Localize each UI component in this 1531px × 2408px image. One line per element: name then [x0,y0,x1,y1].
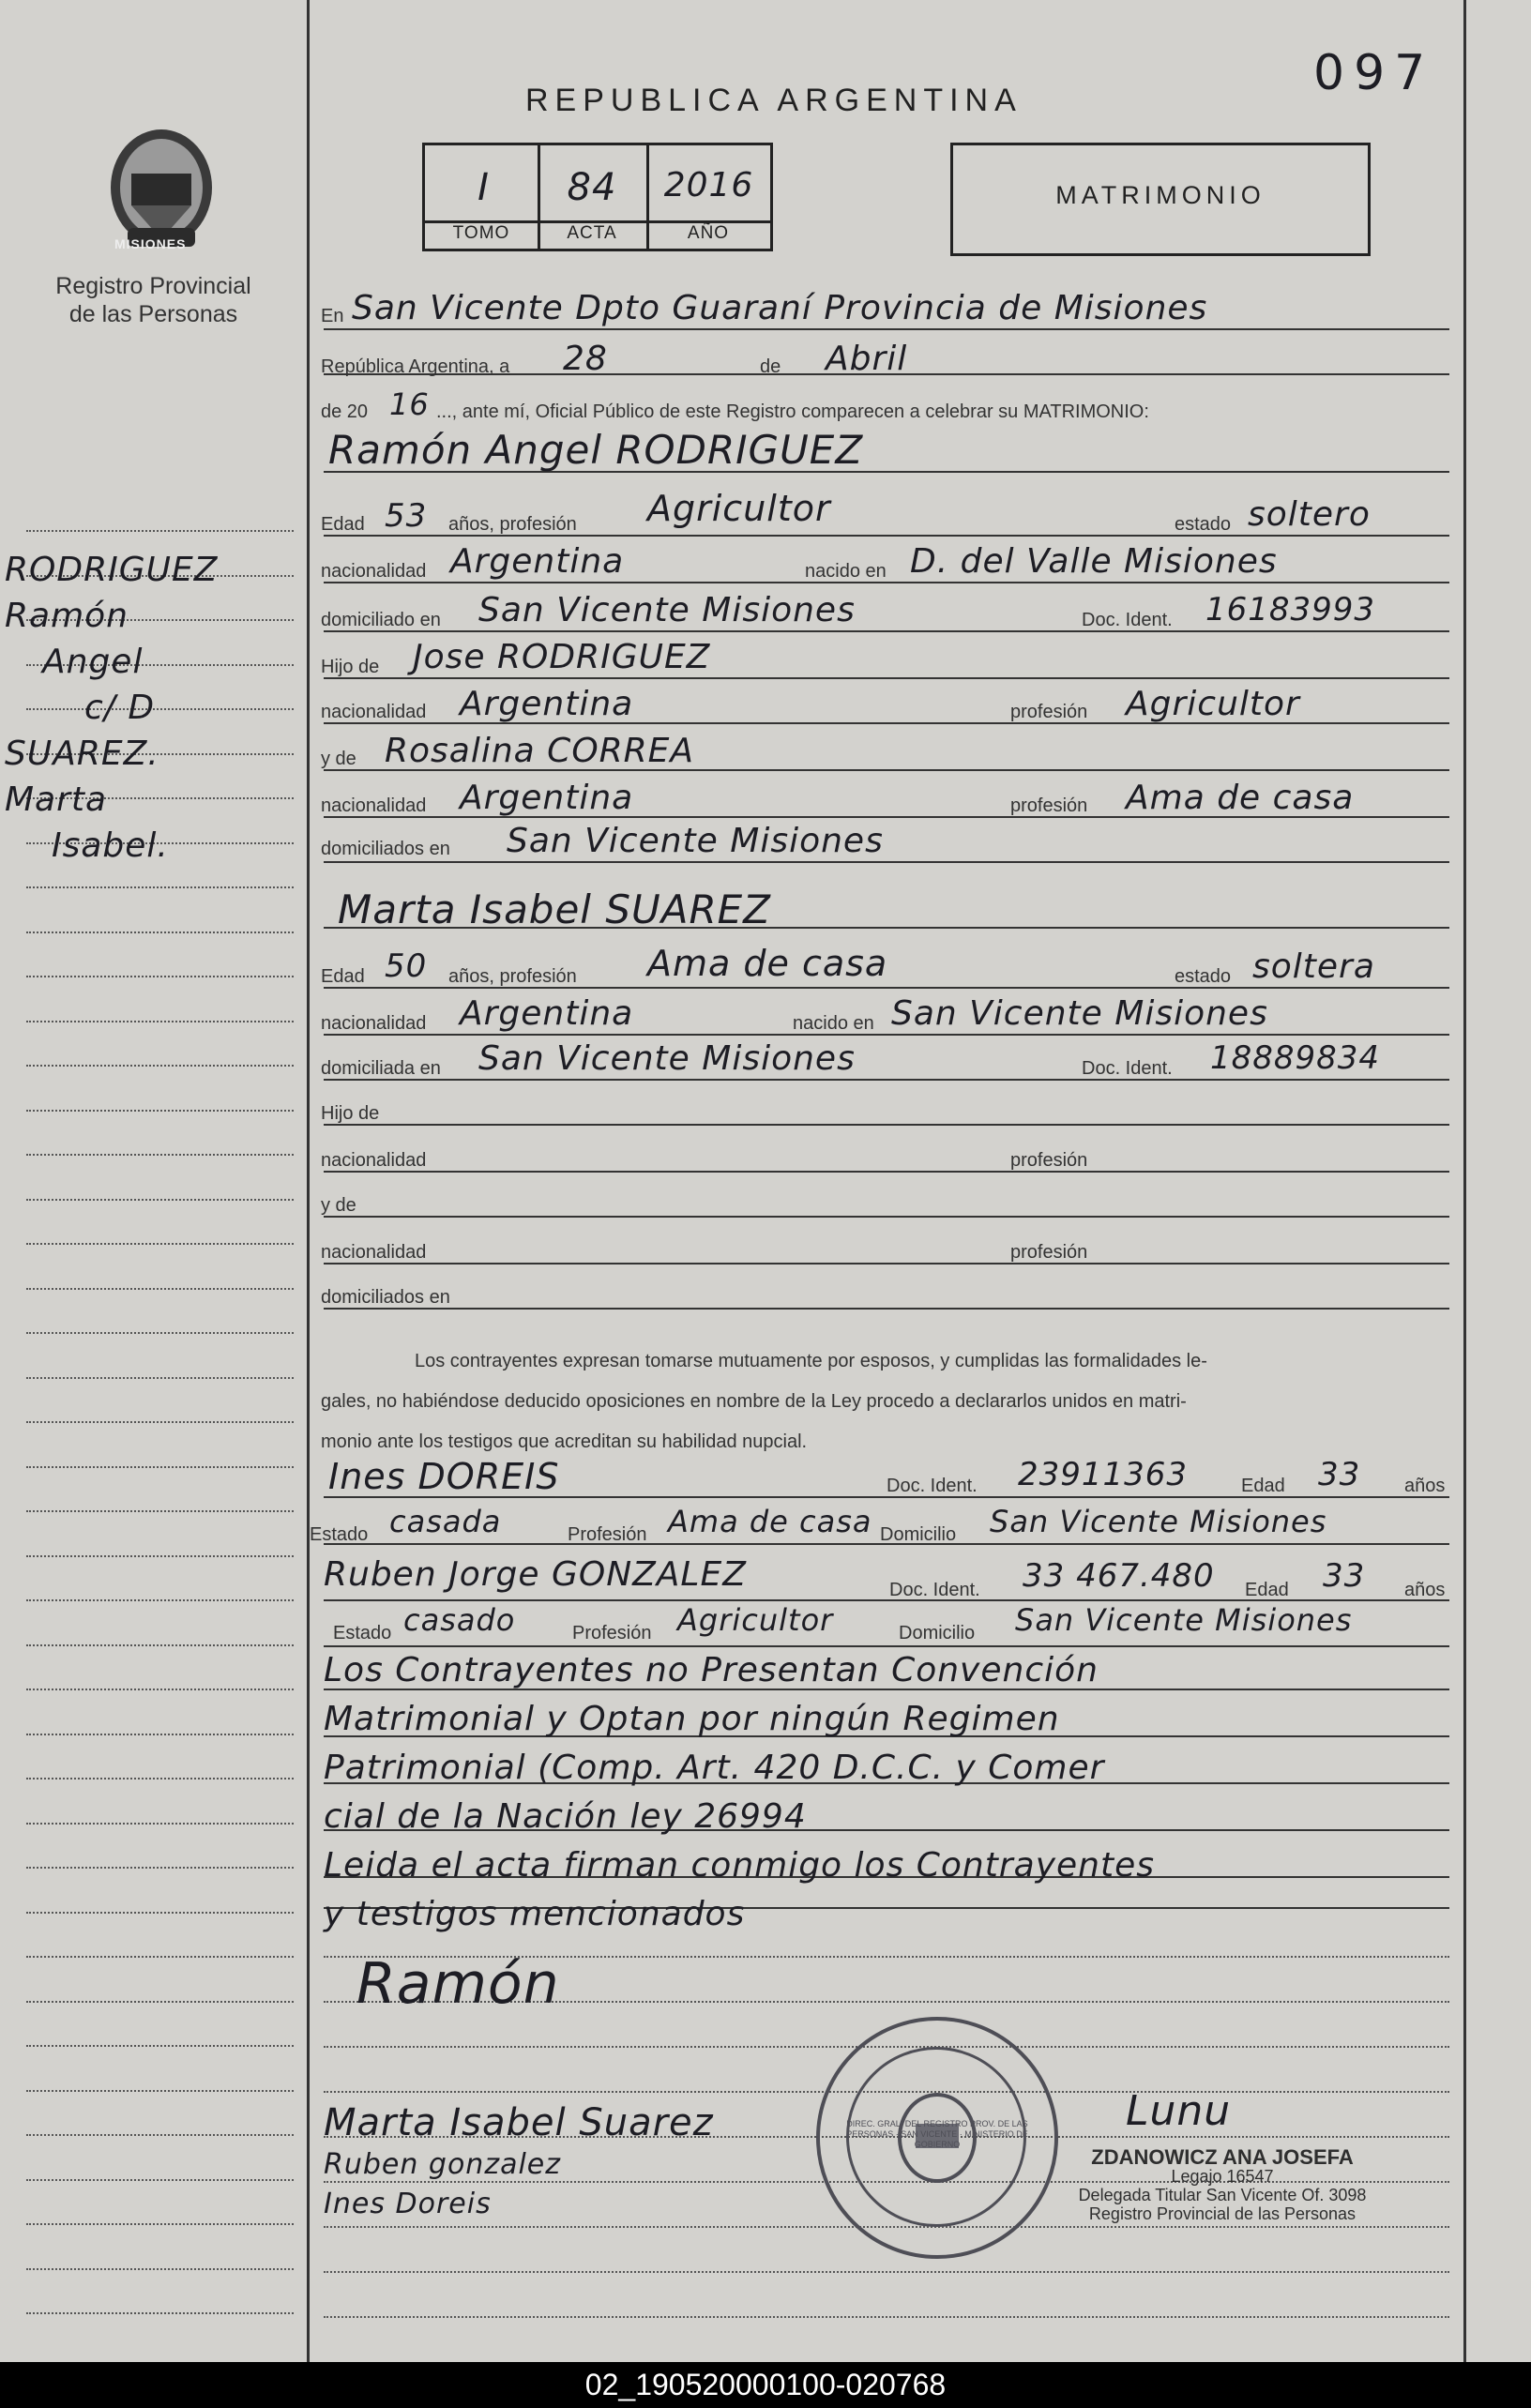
ruled-line [26,2045,294,2047]
official-seal [816,2017,1058,2259]
label-w2-edad: Edad [1245,1580,1289,1600]
act-type-label: MATRIMONIO [1055,181,1266,209]
right-margin-rule [1463,0,1466,2362]
label-groom-hijo: Hijo de [321,657,380,677]
label-bride-mother-nacionalidad: nacionalidad [321,1242,427,1263]
label-bride-y-de: y de [321,1195,356,1216]
groom-profession: Agricultor [647,488,831,529]
witness1-signature: Ruben gonzalez [324,2148,561,2181]
label-groom-nacionalidad: nacionalidad [321,561,427,582]
label-w1-profesion: Profesión [568,1524,647,1545]
ruled-line [26,1243,294,1245]
label-w1-edad: Edad [1241,1476,1285,1496]
label-republica: República Argentina, a [321,356,510,377]
label-w2-domicilio: Domicilio [899,1623,976,1643]
parents-domicile: San Vicente Misiones [507,822,884,860]
ruled-line [26,2312,294,2314]
ruled-line [26,1199,294,1201]
marriage-notes: Los Contrayentes no Presentan Convención Matrimonial y Optan por ningún Regimen Patrimonial (Comp. Art. 420 D.C.C. y Comer cial de la Nación ley 26994 Leida el acta firman conmigo los Contrayentes y testigos mencionados [324,1651,1155,1933]
label-groom-edad: Edad [321,514,365,535]
tomo-value: I [477,166,490,209]
ruled-line [26,2268,294,2270]
acta-label: ACTA [567,223,617,243]
ruled-line [26,1867,294,1869]
ruled-line [26,1734,294,1735]
label-w1-doc: Doc. Ident. [887,1476,978,1496]
label-father-profesion: profesión [1010,702,1088,722]
label-bride-nacido: nacido en [793,1013,874,1034]
register-box [422,143,773,251]
label-bride-father-nacionalidad: nacionalidad [321,1150,427,1171]
declaration-text: Los contrayentes expresan tomarse mutuamente por esposos, y cumplidas las formalidades le- gales, no habiéndose deducido oposiciones en nombre de la Ley procedo a declararlos unidos en matri- monio ante los testigos que acreditan su habilidad nupcial. [321,1351,1207,1452]
official-stamp: ZDANOWICZ ANA JOSEFA Legajo 16547 Delegada Titular San Vicente Of. 3098 Registro Provincial de las Personas [1078,2145,1367,2223]
bride-profession: Ama de casa [647,943,888,984]
ruled-line [26,1912,294,1914]
ruled-line [26,1288,294,1290]
ruled-line [26,1599,294,1601]
label-groom-profesion: años, profesión [448,514,577,535]
ruled-line [324,1079,1449,1081]
official-signature: Lunu [1126,2087,1232,2135]
bride-birthplace: San Vicente Misiones [891,994,1268,1033]
bride-doc-id: 18889834 [1210,1039,1381,1077]
groom-civil-state: soltero [1248,495,1371,534]
groom-name: Ramón Angel RODRIGUEZ [328,427,864,473]
act-type-box [950,143,1371,256]
country-title: REPUBLICA ARGENTINA [525,83,1023,118]
ruled-line [324,1263,1449,1265]
label-w2-estado: Estado [333,1623,392,1643]
ruled-line [26,1689,294,1690]
ruled-line [26,976,294,977]
father-nationality: Argentina [460,685,634,723]
bride-civil-state: soltera [1252,947,1375,986]
month-value: Abril [826,340,908,378]
ruled-line [26,1021,294,1022]
ruled-line [26,2001,294,2003]
ruled-line [26,931,294,933]
ruled-line [26,1778,294,1779]
ruled-line [26,1110,294,1112]
ruled-line [26,1154,294,1156]
ruled-line [26,2090,294,2092]
witness2-domicile: San Vicente Misiones [1015,1602,1353,1638]
label-bride-father-profesion: profesión [1010,1150,1088,1171]
label-statement: ..., ante mí, Oficial Público de este Registro comparecen a celebrar su MATRIMONIO: [436,401,1149,422]
ruled-line [26,1555,294,1557]
bride-domicile: San Vicente Misiones [478,1039,856,1078]
label-w2-doc: Doc. Ident. [889,1580,980,1600]
day-value: 28 [563,340,608,378]
ruled-line [26,1510,294,1512]
bride-age: 50 [385,947,428,985]
ruled-line [26,2179,294,2181]
label-bride-edad: Edad [321,966,365,987]
groom-doc-id: 16183993 [1205,591,1376,629]
left-margin-rule [307,0,310,2362]
label-groom-y-de: y de [321,749,356,769]
label-groom-nacido: nacido en [805,561,887,582]
groom-father: Jose RODRIGUEZ [413,638,711,676]
label-w1-estado: Estado [310,1524,369,1545]
label-groom-domicilio: domiciliado en [321,610,441,630]
margin-notes: RODRIGUEZ Ramón Angel c/ D SUAREZ. Marta Isabel. [5,551,219,865]
ruled-line [324,1124,1449,1126]
witness2-doc: 33 467.480 [1023,1557,1215,1595]
ruled-line [324,2316,1449,2318]
mother-profession: Ama de casa [1126,779,1355,817]
bride-nationality: Argentina [460,994,634,1033]
ruled-line [26,2134,294,2136]
label-bride-domicilio: domiciliada en [321,1058,441,1079]
ruled-line [26,1466,294,1468]
father-profession: Agricultor [1126,685,1300,723]
label-mother-nacionalidad: nacionalidad [321,795,427,816]
bride-name: Marta Isabel SUAREZ [338,886,771,932]
witness2-signature: Ines Doreis [324,2188,492,2220]
groom-age: 53 [385,497,428,535]
label-w2-profesion: Profesión [572,1623,652,1643]
witness1-doc: 23911363 [1018,1456,1189,1493]
ruled-line [26,1332,294,1334]
label-bride-profesion: años, profesión [448,966,577,987]
place-value: San Vicente Dpto Guaraní Provincia de Misiones [352,289,1208,327]
mother-nationality: Argentina [460,779,634,817]
groom-nationality: Argentina [450,542,625,581]
bride-signature: Marta Isabel Suarez [324,2101,714,2144]
ruled-line [324,630,1449,632]
ruled-line [26,2223,294,2225]
label-parents-domicilio: domiciliados en [321,839,450,859]
ruled-line [26,886,294,888]
ruled-line [324,328,1449,330]
label-w2-anos: años [1404,1580,1446,1600]
ruled-line [324,1308,1449,1310]
witness2-state: casado [403,1602,516,1638]
ruled-line [324,1034,1449,1036]
label-year-prefix: de 20 [321,401,369,422]
witness2-age: 33 [1323,1557,1366,1595]
groom-birthplace: D. del Valle Misiones [910,542,1278,581]
label-groom-doc: Doc. Ident. [1082,610,1173,630]
ruled-line [324,677,1449,679]
groom-domicile: San Vicente Misiones [478,591,856,629]
witness1-state: casada [389,1504,502,1539]
witness1-domicile: San Vicente Misiones [990,1504,1327,1539]
ruled-line [26,1644,294,1646]
groom-mother: Rosalina CORREA [385,732,695,770]
institution-name: Registro Provincial de las Personas [55,273,251,327]
label-en: En [321,306,344,326]
tomo-label: TOMO [452,223,510,243]
label-mother-profesion: profesión [1010,795,1088,816]
ruled-line [26,1065,294,1067]
ruled-line [324,1171,1449,1173]
label-groom-estado: estado [1175,514,1232,535]
label-father-nacionalidad: nacionalidad [321,702,427,722]
ano-value: 2016 [663,166,754,204]
ruled-line [26,1956,294,1958]
ruled-line [26,530,294,532]
document-number: 097 [1313,45,1435,101]
label-bride-mother-profesion: profesión [1010,1242,1088,1263]
label-bride-hijo: Hijo de [321,1103,380,1124]
label-w1-domicilio: Domicilio [880,1524,957,1545]
label-bride-estado: estado [1175,966,1232,987]
label-bride-doc: Doc. Ident. [1082,1058,1173,1079]
witness1-profession: Ama de casa [668,1504,872,1539]
ruled-line [324,582,1449,583]
label-w1-anos: años [1404,1476,1446,1496]
groom-signature: Ramón [356,1951,560,2017]
footer-code: 02_190520000100-020768 [0,2362,1531,2408]
ruled-line [324,2271,1449,2273]
logo-ribbon-text: MISIONES [114,236,187,251]
label-bride-parents-domicilio: domiciliados en [321,1287,450,1308]
ruled-line [324,1216,1449,1218]
ruled-line [26,1823,294,1825]
ano-label: AÑO [687,223,730,243]
ruled-line [26,1377,294,1379]
witness1-name: Ines DOREIS [328,1456,560,1497]
label-de-month: de [760,356,781,377]
witness2-name: Ruben Jorge GONZALEZ [324,1555,747,1594]
acta-value: 84 [567,166,617,209]
seal-text: DIREC. GRAL. DEL REGISTRO PROV. DE LAS PERSONAS · SAN VICENTE · MINISTERIO DE GOBIERNO [846,2119,1028,2149]
label-bride-nacionalidad: nacionalidad [321,1013,427,1034]
ruled-line [324,861,1449,863]
ruled-line [26,1421,294,1423]
witness2-profession: Agricultor [677,1602,834,1638]
year-value: 16 [389,386,430,422]
witness1-age: 33 [1318,1456,1361,1493]
